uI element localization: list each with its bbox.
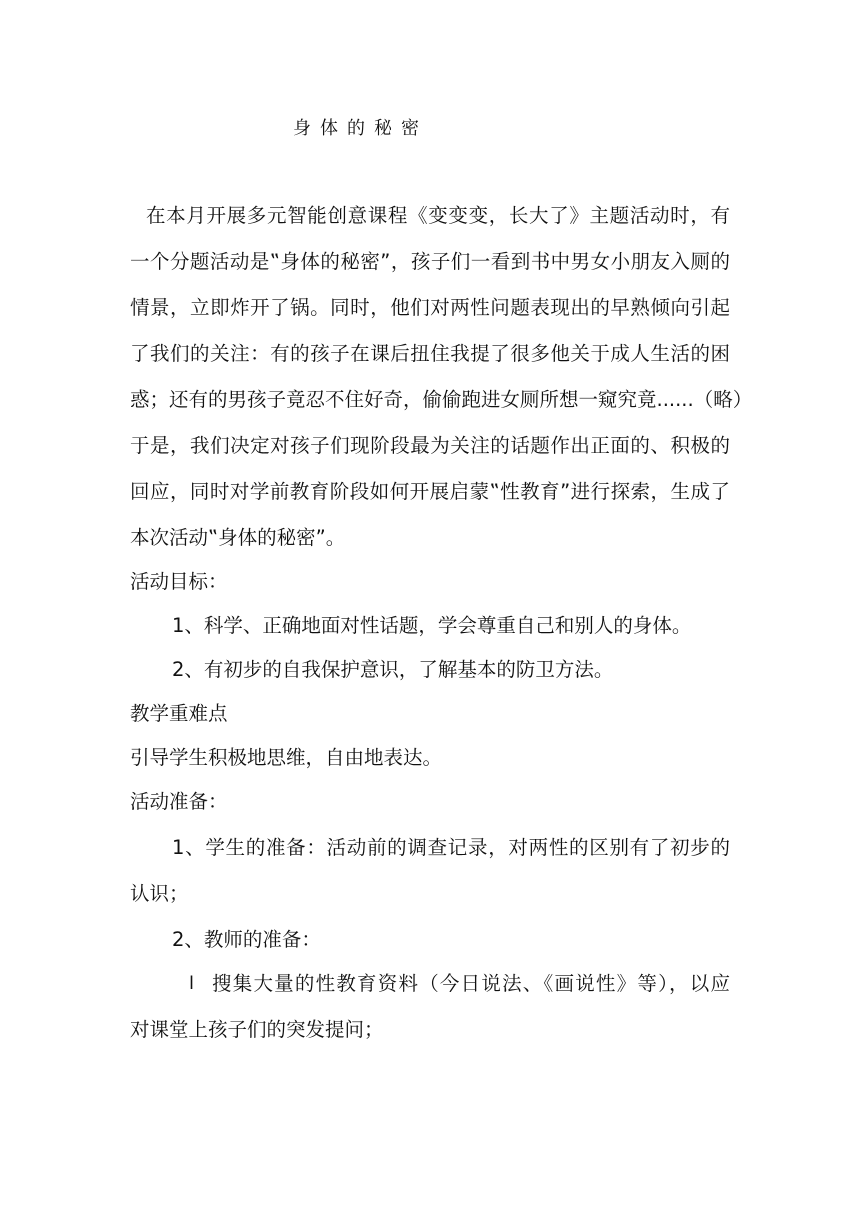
key-text: 引导学生积极地思维，自由地表达。 bbox=[130, 746, 443, 769]
intro-line: 在本月开展多元智能创意课程《变变变，长大了》主题活动时，有 bbox=[146, 204, 730, 227]
prep-teacher: 2、教师的准备： bbox=[172, 928, 321, 951]
bullet-icon: l bbox=[189, 973, 195, 994]
goals-heading: 活动目标： bbox=[130, 570, 228, 593]
intro-line: 了我们的关注：有的孩子在课后扭住我提了很多他关于成人生活的困 bbox=[130, 342, 730, 365]
document-title: 身体的秘密 bbox=[293, 118, 428, 139]
intro-line: 情景，立即炸开了锅。同时，他们对两性问题表现出的早熟倾向引起 bbox=[130, 296, 730, 319]
prep-heading: 活动准备： bbox=[130, 790, 228, 813]
intro-line: 一个分题活动是‟身体的秘密”，孩子们一看到书中男女小朋友入厕的 bbox=[130, 250, 730, 273]
intro-line: 本次活动‟身体的秘密”。 bbox=[130, 526, 346, 549]
key-heading: 教学重难点 bbox=[130, 702, 228, 725]
goal-item: 1、科学、正确地面对性话题，学会尊重自己和别人的身体。 bbox=[172, 614, 692, 637]
intro-line: 于是，我们决定对孩子们现阶段最为关注的话题作出正面的、积极的 bbox=[130, 434, 730, 457]
goal-item: 2、有初步的自我保护意识，了解基本的防卫方法。 bbox=[172, 658, 614, 681]
bullet-line: 对课堂上孩子们的突发提问； bbox=[130, 1018, 384, 1041]
bullet-line: 搜集大量的性教育资料（今日说法、《画说性》等），以应 bbox=[212, 972, 730, 995]
intro-line: 回应，同时对学前教育阶段如何开展启蒙‟性教育”进行探索，生成了 bbox=[130, 480, 730, 503]
prep-student-line: 1、学生的准备：活动前的调查记录，对两性的区别有了初步的 bbox=[172, 836, 730, 859]
prep-student-line: 认识； bbox=[130, 882, 189, 905]
intro-line: 惑；还有的男孩子竟忍不住好奇，偷偷跑进女厕所想一窥究竟......（略） bbox=[130, 388, 753, 411]
